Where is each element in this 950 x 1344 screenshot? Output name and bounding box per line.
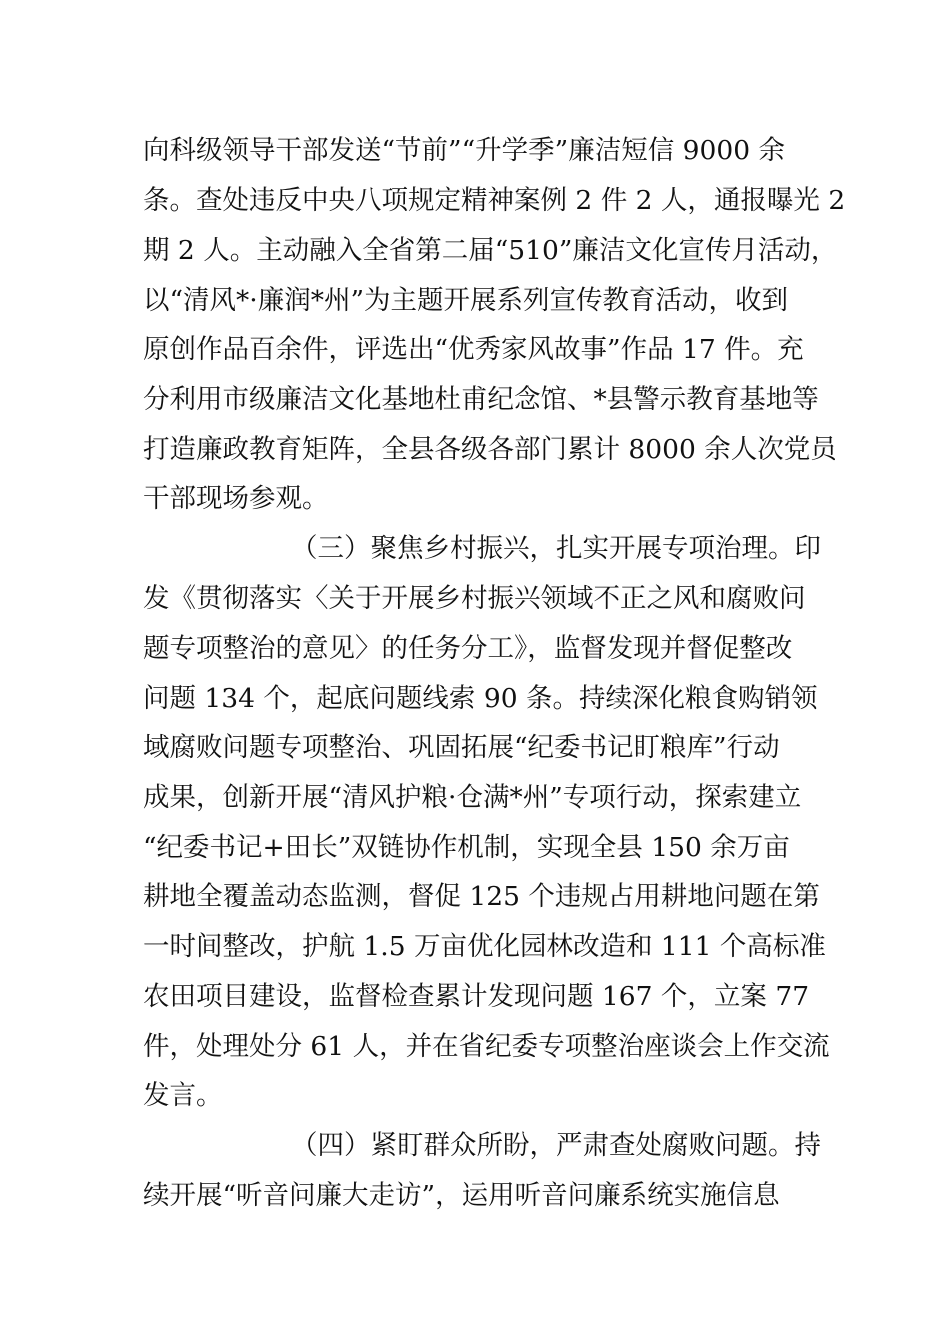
section-heading-4: （四）紧盯群众所盼，严肃查处腐败问题。持 xyxy=(291,1130,821,1161)
paragraph-line: 农田项目建设，监督检查累计发现问题 167 个，立案 77 xyxy=(143,981,810,1012)
paragraph-line: 期 2 人。主动融入全省第二届“510”廉洁文化宣传月活动， xyxy=(143,235,838,266)
paragraph-line: 一时间整改，护航 1.5 万亩优化园林改造和 111 个高标准 xyxy=(143,931,826,962)
paragraph-line: 原创作品百余件，评选出“优秀家风故事”作品 17 件。充 xyxy=(143,334,804,365)
paragraph-line: 以“清风*·廉润*州”为主题开展系列宣传教育活动，收到 xyxy=(143,285,789,316)
paragraph-line: 发《贯彻落实〈关于开展乡村振兴领域不正之风和腐败问 xyxy=(143,583,806,614)
paragraph-line: 问题 134 个，起底问题线索 90 条。持续深化粮食购销领 xyxy=(143,683,818,714)
paragraph-line: 耕地全覆盖动态监测，督促 125 个违规占用耕地问题在第 xyxy=(143,881,820,912)
paragraph-line: 打造廉政教育矩阵，全县各级各部门累计 8000 余人次党员 xyxy=(143,434,837,465)
paragraph-line: 发言。 xyxy=(143,1080,223,1111)
paragraph-line: 条。查处违反中央八项规定精神案例 2 件 2 人，通报曝光 2 xyxy=(143,185,846,216)
section-heading-3: （三）聚焦乡村振兴，扎实开展专项治理。印 xyxy=(291,533,821,564)
paragraph-line: 分利用市级廉洁文化基地杜甫纪念馆、*县警示教育基地等 xyxy=(143,384,819,415)
paragraph-line: 干部现场参观。 xyxy=(143,483,329,514)
paragraph-line: “纪委书记+田长”双链协作机制，实现全县 150 余万亩 xyxy=(143,832,790,863)
paragraph-line: 件，处理处分 61 人，并在省纪委专项整治座谈会上作交流 xyxy=(143,1031,830,1062)
paragraph-line: 成果，创新开展“清风护粮·仓满*州”专项行动，探索建立 xyxy=(143,782,802,813)
paragraph-line: 题专项整治的意见〉的任务分工》，监督发现并督促整改 xyxy=(143,633,793,664)
paragraph-line: 域腐败问题专项整治、巩固拓展“纪委书记盯粮库”行动 xyxy=(143,732,780,763)
paragraph-line: 续开展“听音问廉大走访”，运用听音问廉系统实施信息 xyxy=(143,1180,780,1211)
paragraph-line: 向科级领导干部发送“节前”“升学季”廉洁短信 9000 余 xyxy=(143,135,785,166)
